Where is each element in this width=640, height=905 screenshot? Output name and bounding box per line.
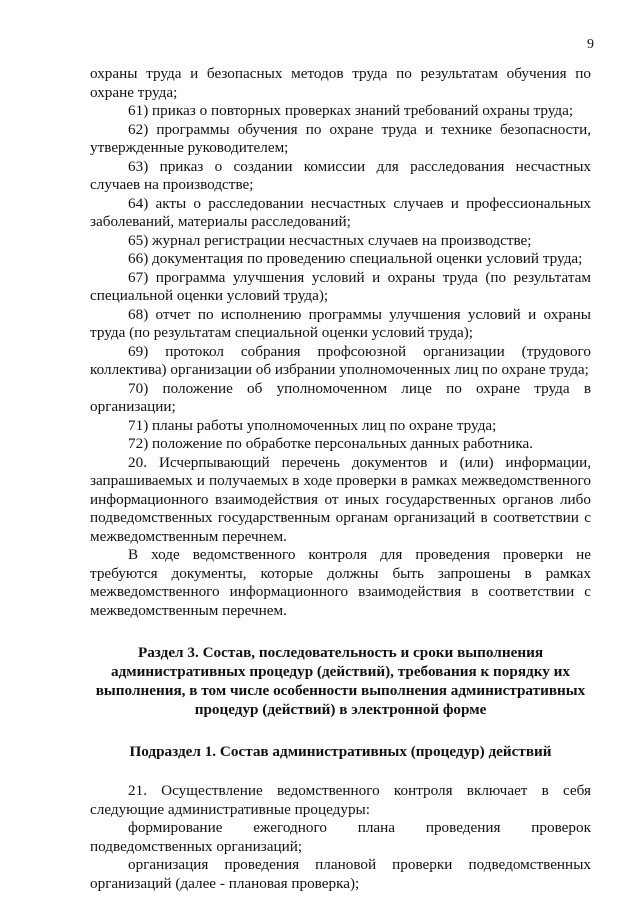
clause-20-note: В ходе ведомственного контроля для проведения проверки не требуются документы, которые должны быть запрошены в рамках межведомственного информационного взаимодействия в соответствии с межведомственным перечнем.: [90, 546, 591, 619]
paragraph-continuation: охраны труда и безопасных методов труда по результатам обучения по охране труда;: [90, 65, 591, 101]
list-item-68: 68) отчет по исполнению программы улучшения условий и охраны труда (по результатам специальной оценки условий труда);: [90, 305, 591, 341]
list-item-61: 61) приказ о повторных проверках знаний требований охраны труда;: [128, 102, 574, 119]
list-item-70: 70) положение об уполномоченном лице по охране труда в организации;: [90, 379, 591, 415]
page-number: 9: [587, 37, 594, 52]
list-item-62: 62) программы обучения по охране труда и технике безопасности, утвержденные руководителем;: [90, 120, 591, 156]
list-item-66: 66) документация по проведению специальной оценки условий труда;: [128, 250, 583, 267]
clause-20: 20. Исчерпывающий перечень документов и (или) информации, запрашиваемых и получаемых в ходе проверки в рамках межведомственного информационного взаимодействия от иных государственных органов либо подведомственных государственным органам организаций в соответствии с межведомственным перечнем.: [90, 453, 591, 545]
list-item-71: 71) планы работы уполномоченных лиц по охране труда;: [128, 416, 497, 434]
procedure-item-inspection: организация проведения плановой проверки подведомственных организаций (далее - плановая проверка);: [90, 856, 591, 892]
list-item-72: 72) положение по обработке персональных данных работника.: [128, 435, 534, 452]
list-item-65: 65) журнал регистрации несчастных случаев на производстве;: [128, 231, 532, 249]
page-content: [90, 65, 591, 893]
list-item-64: 64) акты о расследовании несчастных случаев и профессиональных заболеваний, материалы расследований;: [90, 194, 591, 230]
section-heading: Раздел 3. Состав, последовательность и сроки выполнения административных процедур (действий), требования к порядку их выполнения, в том числе особенности выполнения административных процедур (действий) в электронной форме: [95, 644, 586, 718]
list-item-63: 63) приказ о создании комиссии для расследования несчастных случаев на производстве;: [90, 157, 591, 193]
clause-21: 21. Осуществление ведомственного контроля включает в себя следующие административные процедуры:: [90, 782, 591, 818]
list-item-69: 69) протокол собрания профсоюзной организации (трудового коллектива) организации об избрании уполномоченных лиц по охране труда;: [90, 342, 591, 378]
list-item-67: 67) программа улучшения условий и охраны труда (по результатам специальной оценки условий труда);: [90, 268, 591, 304]
procedure-item-plan: формирование ежегодного плана проведения проверок подведомственных организаций;: [90, 819, 591, 855]
subsection-heading: Подраздел 1. Состав административных (процедур) действий: [129, 743, 552, 760]
